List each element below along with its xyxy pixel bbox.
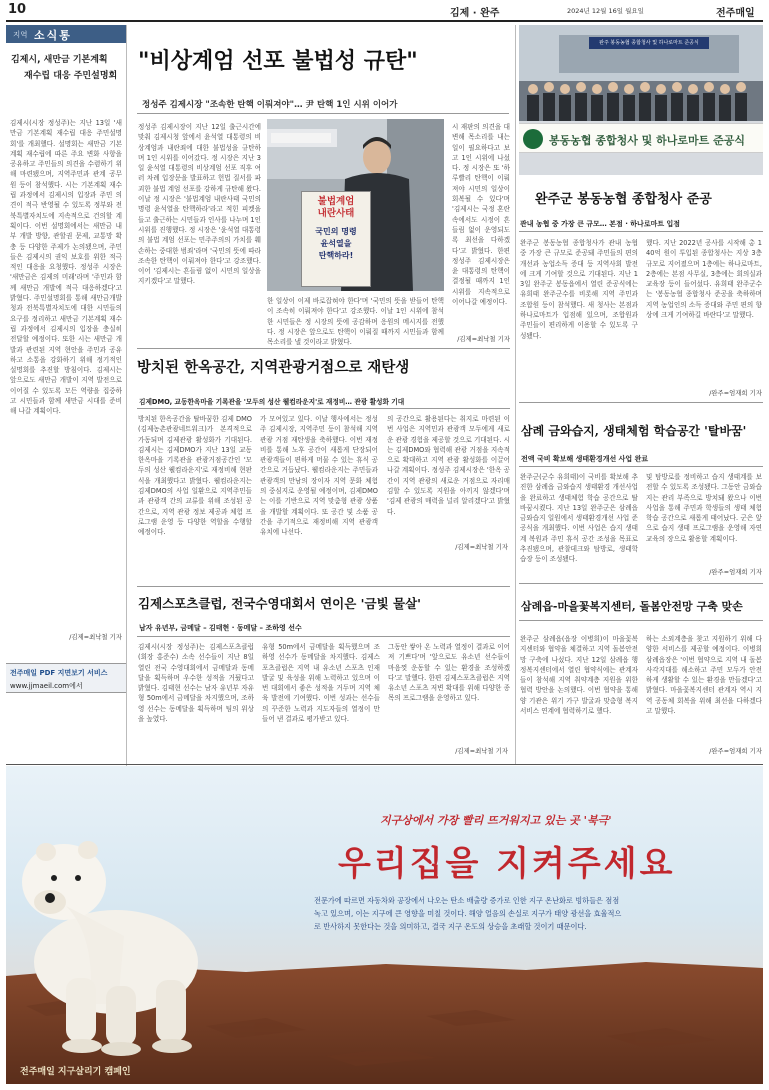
protest-sign-line5: 탄핵하라!: [318, 251, 354, 260]
page-header: [0, 0, 769, 20]
advert-body-line1: 전문가에 따르면 자동차와 공장에서 나오는 탄소 배출량 증가로 인한 지구 온난화로 빙하들은 점점: [314, 896, 620, 905]
article2-subhead: 김제DMO, 교동한옥마을 기록관을 '모두의 성산 웰컴라운지'로 재정비… 관광 활성화 기대: [139, 398, 405, 406]
article4-photo: [519, 25, 763, 175]
advert-tagline: 지구상에서 가장 빨리 뜨거워지고 있는 곳 '북극': [380, 814, 612, 827]
article2-body-col2: 가 모여있고 있다. 이날 행사에서는 정성주 김제시장, 지역주민 등이 참석해 지역 관광 거점 재탄생을 축하했다. 이번 재정비를 통해 노후 공간이 새롭게 단장되어 관광객들이 편하게 머물 수 있는 휴식 공간으로 거듭났다. 웰컴라운지는 주민들과 관광객의 만남의 장이자 지역 문화 체험의 중심지로 운영될 예정이며, 김제DMO는 이를 기반으로 지역 맞춤형 관광 상품을 개발할 계획이다. 또 공간 및 소품 공간을 주기적으로 재정비해 지역 관광객 유치에 나선다.: [260, 415, 378, 537]
advert-body-line2: 녹고 있으며, 이는 지구에 큰 영향을 미칠 것이다. 해양 얼음의 손실로 지구가 태양 광선을 효율적으: [314, 909, 622, 918]
sidebar-body: 김제시(시장 정성주)는 지난 13일 '새만금 기본계획 재수립 대응 주민설명회'를 개최했다. 설명회는 새만금 기본계획 재수립에 따른 주요 변화 사항을 공유하고 주민들의 의견을 수렴하기 위해 마련됐으며, 지역주민과 관계 공무원 등이 참석했다. 시는 기본계획 재수립 과정에서 김제시의 입장과 주민 의견이 적극 반영될 수 있도록 정부와 전북특별자치도에 지속적으로 건의할 계획이다. 이번 설명회에서는 새만금 내부 개발 방향, 관할권 문제, 교통망 확충 등 다양한 주제가 논의됐으며, 주민들은 김제시의 권익 보호를 위한 적극적인 대응을 요청했다. 정성주 시장은 '새만금은 김제의 미래'라며 '주민과 함께 새만금 개발에 적극 대응하겠다'고 밝혔다. 주민설명회를 통해 새만금개발청과 전북특별자치도에 대한 시민들의 요구를 정리하고 새만금 기본계획 재수립 과정에서 김제시의 입장을 충실히 전달할 예정이다. 또한 시는 새만금 개발과 관련된 지역 현안을 주민과 공유하고 소통을 강화하기 위해 정기적인 설명회를 추진할 방침이다. 김제시는 앞으로도 새만금 개발이 지역 발전으로 이어질 수 있도록 모든 역량을 집중하고 시민들과 함께 새만금 시대를 준비해 나갈 계획이다.: [10, 119, 122, 416]
article1-subhead-rule: [137, 113, 509, 114]
article1-body-col1: 정성주 김제시장이 지난 12일 출근시간에 맞춰 김제시청 앞에서 윤석열 대통령의 비상계엄과 내란죄에 대한 불법성을 규탄하며 1인 시위를 이어갔다. 정 시장은 지난 3일 윤석열 대통령의 비상계엄 선포 직후 여러 차례 입장문을 발표하고 헌법 질서를 파괴한 불법 계엄 선포를 강하게 규탄해 왔다. 이날 정 시장은 '불법계엄 내란사태 국민의 명령 윤석열을 탄핵하라'라고 적힌 피켓을 들고 출근하는 시민들과 인사를 나누며 1인 시위를 진행했다. 정 시장은 '윤석열 대통령의 불법 계엄 선포는 민주주의의 가치를 훼손하는 중대한 범죄'라며 '국민의 뜻에 따라 조속한 탄핵이 이뤄져야 한다'고 강조했다. 이어 '김제시는 흔들림 없이 시민의 일상을 지키겠다'고 말했다.: [138, 123, 261, 286]
article3-subhead-rule: [137, 636, 510, 637]
ceremony-banner-logo: [523, 129, 543, 149]
paper-name: 전주매일: [716, 8, 755, 19]
sidebar-label: 지역: [13, 30, 28, 39]
pdf-promo-line1: 전주매일 PDF 지면보기 서비스: [10, 669, 108, 677]
header-rule: [6, 20, 763, 22]
article4-body-col1: 완주군 봉동농협 종합청사가 관내 농협 중 가장 큰 규모로 준공돼 주민들의 편의 개선과 농업소득 증대 등 지역사회 발전에 크게 기여할 것으로 기대된다. 지난 13일 완주군 봉동읍에서 열린 준공식에는 유희태 완주군수를 비롯해 지역 주민과 조합원 등이 참석했다. 새 청사는 본점과 하나로마트가 입점해 있으며, 조합원과 주민들이 편리하게 이용할 수 있도록 구성됐다.: [520, 239, 638, 340]
article2-body-col1: 방치된 한옥공간을 탈바꿈한 김제 DMO(김제농촌관광네트워크)가 본격적으로 가동되며 김제관광 활성화가 기대된다. 김제시는 김제DMO가 지난 13일 교동한옥마을 기록관을 관광거점공간인 '모두의 성산 웰컴라운지'로 재정비해 현판식을 개최했다고 밝혔다. 웰컴라운지는 김제DMO의 사업 일환으로 지역주민들과 관광객 간의 교류를 위해 조성된 공간으로, 지역 관광 정보 제공과 체험 프로그램 운영 등 다양한 역할을 수행할 예정이다.: [138, 415, 252, 537]
protest-sign-line3: 국민의 명령: [315, 227, 357, 236]
sidebar-byline: /김제=최낙철 기자: [69, 633, 122, 641]
article3-body-col2: 유형 50m에서 금메달을 획득했으며 조하영 선수가 동메달을 차지했다. 김제스포츠클럽은 지역 내 유소년 스포츠 인재 발굴 및 육성을 위해 노력하고 있으며 이번 대회에서 좋은 성적을 거두며 지역 체육 발전에 기여했다. 이번 성과는 선수들의 꾸준한 노력과 지도자들의 열정이 만들어 낸 결과로 평가받고 있다.: [262, 643, 380, 724]
protest-sign-line2: 내란사태: [317, 208, 355, 219]
sidebar-label-bar: [6, 25, 126, 43]
article2-bottom-rule: [137, 586, 510, 587]
article1-bottom-rule: [137, 348, 510, 349]
article1-body-col2: 한 일상이 이제 바로잡혀야 한다'며 '국민의 뜻을 받들어 탄핵이 조속히 이뤄져야 한다'고 강조했다. 이날 1인 시위에 참석한 시민들은 정 시장의 뜻에 공감하며 응원의 메시지를 전했다. 정 시장은 앞으로도 탄핵이 이뤄질 때까지 시민들과 함께 목소리를 낼 것이라고 밝혔다.: [267, 297, 444, 347]
article6-headline-rule: [519, 620, 763, 621]
article2-subhead-rule: [137, 408, 510, 409]
ceremony-banner: [519, 123, 763, 153]
protest-sign: [301, 191, 371, 287]
article6-body-col2: 하는 소외계층을 찾고 지원하기 위해 다양한 서비스를 제공할 예정이다. 이병희 삼례읍장은 '이번 협약으로 지역 내 돌봄 사각지대를 해소하고 주민 모두가 안전하게 생활할 수 있는 환경을 만들겠다'고 밝혔다. 마을꽃복지센터 관계자 역시 지역 공동체 회복을 위해 최선을 다하겠다고 말했다.: [646, 635, 762, 716]
advert-body-line3: 로 반사하지 못한다는 것을 의미하고, 결국 지구 온도의 상승을 초래할 것이기 때문이다.: [314, 922, 587, 931]
advert-footer: 전주매일 지구살리기 캠페인: [20, 1067, 131, 1077]
article4-bottom-rule: [519, 402, 763, 403]
ceremony-top-banner-text: 완주 봉동농협 종합청사 및 하나로마트 준공식: [599, 40, 699, 46]
article2-byline: /김제=최낙철 기자: [455, 543, 508, 551]
climate-advert: [6, 766, 763, 1084]
center-column-divider: [515, 25, 516, 765]
article5-headline: 삼례 금와습지, 생태체험 학습공간 '탈바꿈': [521, 424, 747, 438]
article4-subhead-rule: [519, 231, 763, 232]
sidebar-headline-line1: 김제시, 새만금 기본계획: [11, 55, 108, 65]
article4-body-col2: 했다. 지난 2022년 공사를 시작해 총 140억 원이 투입된 종합청사는 지상 3층 규모로 지어졌으며 1층에는 하나로마트, 2층에는 본점 사무실, 3층에는 회의실과 교육장 등이 들어섰다. 유희태 완주군수는 '봉동농협 종합청사 준공을 축하하며 지역 농업인의 소득 증대와 주민 편의 향상에 크게 기여하길 바란다'고 말했다.: [646, 239, 762, 320]
sidebar-title: 소식통: [34, 29, 72, 42]
article3-subhead: 남자 유년부, 금메달 – 김태현 · 동메달 – 조하영 선수: [139, 624, 302, 632]
protest-sign-line1: 불법계엄: [317, 196, 355, 207]
ceremony-top-banner: [589, 37, 709, 49]
article6-headline: 삼례읍-마을꽃복지센터, 돌봄안전망 구축 맞손: [521, 600, 743, 613]
pdf-promo-line2[interactable]: www.jjmaeil.com에서: [10, 682, 83, 690]
article1-subhead: 정성주 김제시장 "조속한 탄핵 이뤄져야"… 尹 탄핵 1인 시위 이어가: [142, 100, 398, 110]
protest-sign-line4: 윤석열을: [320, 239, 352, 248]
pdf-promo-box[interactable]: [6, 663, 126, 693]
article4-headline: 완주군 봉동농협 종합청사 준공: [535, 192, 712, 207]
article5-subhead: 전액 국비 확보해 생태환경개선 사업 완료: [521, 455, 649, 463]
article1-body-col3: 시 재판의 의견을 대변해 목소리를 내는 일이 필요하다고 보고 1인 시위에 나섰다. 정 시장은 또 '하루빨리 탄핵이 이뤄져야 시민의 일상이 회복될 수 있다'며 '김제시는 국정 혼란 속에서도 시정이 흔들림 없이 운영되도록 최선을 다하겠다'고 밝혔다. 한편 정성주 김제시장은 윤 대통령의 탄핵이 결정될 때까지 1인 시위를 지속적으로 이어나갈 예정이다.: [452, 123, 510, 307]
advert-top-rule: [6, 764, 763, 765]
article4-subhead: 관내 농협 중 가장 큰 규모… 본점 · 하나로마트 입점: [520, 220, 681, 228]
article5-subhead-rule: [519, 466, 763, 467]
article1-headline: "비상계엄 선포 불법성 규탄": [138, 48, 418, 74]
page-number: 10: [8, 2, 27, 17]
article1-photo: [267, 119, 444, 291]
article5-byline: /완주=엄재희 기자: [709, 568, 762, 576]
article3-headline: 김제스포츠클럽, 전국수영대회서 연이은 '금빛 물살': [138, 596, 421, 611]
article3-byline: /김제=최낙철 기자: [455, 747, 508, 755]
article5-body-col1: 완주군(군수 유희태)이 국비를 확보해 추진한 삼례읍 금와습지 생태환경 개선사업을 완료하고 생태체험 학습 공간으로 탈바꿈시켰다. 지난 13일 완주군은 삼례읍 금와습지 일원에서 생태환경개선 사업 준공식을 개최했다. 이번 사업은 습지 생태계 복원과 주민 휴식 공간 조성을 목표로 추진됐으며, 관찰데크와 탐방로, 생태학습장 등이 조성됐다.: [520, 473, 638, 564]
article2-body-col3: 의 공간으로 활용된다는 취지로 마련된 이번 사업은 지역민과 관광객 모두에게 새로운 관광 경험을 제공할 것으로 기대된다. 시는 김제DMO와 협력해 관광 거점을 지속적으로 확대하고 지역 관광 활성화를 이끌어 나갈 계획이다. 정성주 김제시장은 '한옥 공간이 지역 관광의 새로운 거점으로 자리매김할 수 있도록 지원을 아끼지 않겠다'며 '김제 관광의 매력을 널리 알리겠다'고 밝혔다.: [387, 415, 510, 516]
sidebar-headline-line2: 재수립 대응 주민설명회: [24, 71, 118, 81]
article5-bottom-rule: [519, 583, 763, 584]
section-name: 김제 · 완주: [450, 8, 500, 19]
article6-byline: /완주=엄재희 기자: [709, 747, 762, 755]
article5-body-col2: 및 탐방로를 정비하고 습지 생태계를 보전할 수 있도록 조성됐다. 그동안 금와습지는 관리 부족으로 방치돼 왔으나 이번 사업을 통해 주민과 학생들의 생태 체험 학습 공간으로 새롭게 태어났다. 군은 앞으로 습지 생태 프로그램을 운영해 자연 교육의 장으로 활용할 계획이다.: [646, 473, 762, 543]
article3-body-col1: 김제시(시장 정성주)는 김제스포츠클럽(회장 홍준수) 소속 선수들이 지난 8일 열린 전국 수영대회에서 금메달과 동메달을 획득하며 우수한 성적을 거뒀다고 밝혔다. 김태현 선수는 남자 유년부 자유형 50m에서 금메달을 차지했으며, 조하영 선수는 동메달을 획득하며 팀의 위상을 높였다.: [138, 643, 254, 724]
ceremony-banner-text: 봉동농협 종합청사 및 하나로마트 준공식: [549, 134, 745, 147]
article2-headline: 방치된 한옥공간, 지역관광거점으로 재탄생: [137, 359, 410, 376]
issue-date: 2024년 12월 16일 월요일: [567, 7, 644, 15]
article6-body-col1: 완주군 삼례읍(읍장 이병희)이 마을꽃복지센터와 협약을 체결하고 지역 돌봄안전망 구축에 나섰다. 지난 12일 삼례읍 행정복지센터에서 열린 협약식에는 관계자들이 참석해 지역 취약계층 지원을 위한 협력 방안을 논의했다. 이번 협약을 통해 양 기관은 위기 가구 발굴과 맞춤형 복지 서비스 연계에 협력하기로 했다.: [520, 635, 638, 716]
advert-headline: 우리집을 지켜주세요: [338, 844, 676, 884]
article1-byline: /김제=최낙철 기자: [457, 335, 510, 343]
article3-body-col3: 그동안 쌓아 온 노력과 열정이 결과로 이어져 기쁘다'며 '앞으로도 유소년 선수들이 마음껏 운동할 수 있는 환경을 조성하겠다'고 말했다. 한편 김제스포츠클럽은 지역 유소년 스포츠 저변 확대를 위해 다양한 종목의 프로그램을 운영하고 있다.: [388, 643, 510, 703]
article4-byline: /완주=엄재희 기자: [709, 389, 762, 397]
